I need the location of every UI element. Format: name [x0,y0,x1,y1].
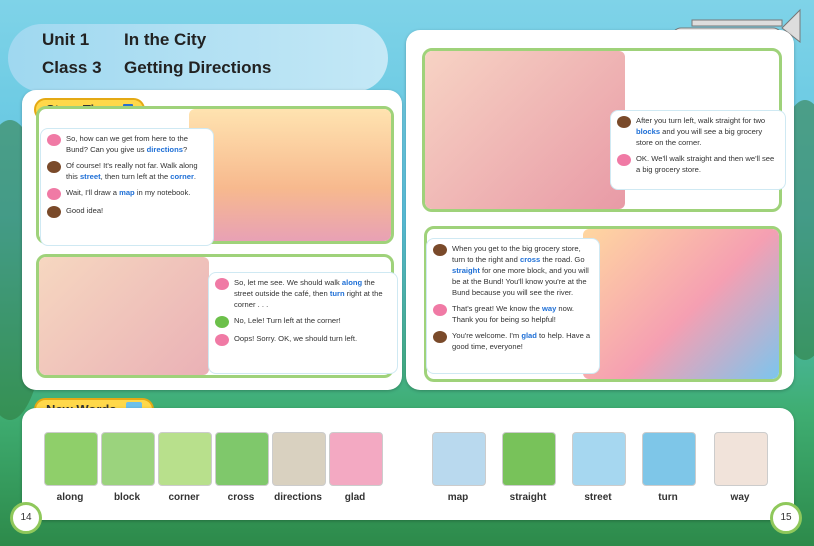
dialog-text [234,333,357,344]
dialog-text [636,153,779,175]
dialog-text-segment: to help. Have a good time, everyone! [452,331,591,351]
dialog-text-segment: Wait, I'll draw a [66,188,120,197]
dialog-text [66,205,103,216]
word-picture-corner [158,432,212,486]
pink-bunny-avatar-icon [215,278,229,290]
dialog-line [433,303,593,325]
vocab-highlight: cross [519,255,541,264]
vocab-highlight: corner [170,172,194,181]
unit-heading [42,30,206,50]
dialog-line [617,153,779,175]
dialog-text-segment: the street outside the café, then [234,278,375,298]
dialog-line [215,333,391,346]
dialog-text-segment: No, Lele! Turn left at the corner! [234,316,341,325]
dialog-box-2 [208,272,398,374]
word-picture-block [101,432,155,486]
green-frog-avatar-icon [215,316,229,328]
dialog-line [47,160,207,182]
dialog-text-segment: ? [182,145,188,154]
vocab-highlight: glad [521,331,537,340]
dialog-line [617,115,779,148]
word-label-map: map [447,492,469,503]
vocab-highlight: directions [146,145,183,154]
word-label-block: block [113,492,141,503]
dialog-text-segment: OK. We'll walk straight and then we'll see a big grocery store. [636,154,775,174]
word-label-way: way [730,492,750,503]
dialog-line [215,277,391,310]
vocab-highlight: street [79,172,101,181]
page-number-left: 14 [10,502,42,534]
pink-bunny-avatar-icon [47,134,61,146]
dialog-text [452,330,593,352]
dialog-text [66,133,207,155]
cafe-scene-image [189,109,391,241]
word-picture-street [572,432,626,486]
vocab-highlight: way [541,304,557,313]
pink-bunny-avatar-icon [433,304,447,316]
word-picture-way [714,432,768,486]
dialog-line [47,187,207,200]
notebook-map-scene-image [425,51,625,209]
dialog-text-segment: Oops! Sorry. OK, we should turn left. [234,334,358,343]
word-picture-turn [642,432,696,486]
word-picture-along [44,432,98,486]
dialog-text [452,243,593,298]
word-picture-map [432,432,486,486]
word-label-directions: directions [274,492,322,503]
vocab-highlight: blocks [636,127,661,136]
dialog-text [234,277,391,310]
dialog-line [433,330,593,352]
word-label-turn: turn [658,492,678,503]
word-picture-glad [329,432,383,486]
word-label-cross: cross [227,492,255,503]
title-bar [8,24,388,92]
dialog-text-segment: and you will see a big grocery store on the corner. [636,127,763,147]
page-number-right: 15 [770,502,802,534]
pink-bunny-avatar-icon [215,334,229,346]
dialog-text-segment: . [193,172,197,181]
dialog-text-segment: for one more block, and you will be at the Bund! You'll know you're at the Bund because you will see the river. [452,266,589,297]
girl-avatar-icon [433,331,447,343]
vocab-highlight: straight [452,266,480,275]
girl-avatar-icon [433,244,447,256]
girl-avatar-icon [47,161,61,173]
word-label-corner: corner [168,492,200,503]
dialog-text-segment: When you get to the big grocery store, turn to the right and [452,244,581,264]
dialog-text-segment: in my notebook. [134,188,191,197]
class-label: Class 3 [42,58,102,77]
dialog-text-segment: now. Thank you for being so helpful! [452,304,575,324]
dialog-line [47,133,207,155]
dialog-text-segment: right at the corner . . . [234,289,383,309]
dialog-text-segment: Good idea! [66,206,104,215]
class-title: Getting Directions [124,58,272,77]
dialog-text [636,115,779,148]
dialog-line [215,315,391,328]
word-picture-straight [502,432,556,486]
word-label-straight: straight [509,492,547,503]
dialog-text-segment: , then turn left at the [100,172,171,181]
word-picture-directions [272,432,326,486]
unit-title: In the City [124,30,207,49]
word-label-along: along [56,492,84,503]
girl-avatar-icon [47,206,61,218]
word-label-glad: glad [344,492,366,503]
dialog-box-3 [610,110,786,190]
dialog-line [47,205,207,218]
dialog-text [66,160,207,182]
vocab-highlight: turn [329,289,345,298]
dialog-box-1 [40,128,214,246]
pink-bunny-avatar-icon [617,154,631,166]
dialog-box-4 [426,238,600,374]
dialog-text [234,315,341,326]
dialog-text-segment: After you turn left, walk straight for two [636,116,766,125]
class-heading [42,58,271,78]
dialog-text-segment: So, let me see. We should walk [234,278,342,287]
friends-with-map-scene-image [583,229,779,379]
vocab-highlight: map [119,188,135,197]
dialog-text-segment: Of course! It's really not far. Walk along this [66,161,198,181]
map-drawing-scene-image [39,257,209,375]
dialog-line [433,243,593,298]
word-picture-cross [215,432,269,486]
girl-avatar-icon [617,116,631,128]
dialog-text [66,187,190,198]
unit-label: Unit 1 [42,30,90,49]
vocab-highlight: along [341,278,363,287]
dialog-text [452,303,593,325]
dialog-text-segment: That's great! We know the [452,304,542,313]
dialog-text-segment: You're welcome. I'm [452,331,522,340]
dialog-text-segment: So, how can we get from here to the Bund? Can you give us [66,134,188,154]
dialog-text-segment: the road. Go [540,255,585,264]
word-label-street: street [584,492,612,503]
pink-bunny-avatar-icon [47,188,61,200]
